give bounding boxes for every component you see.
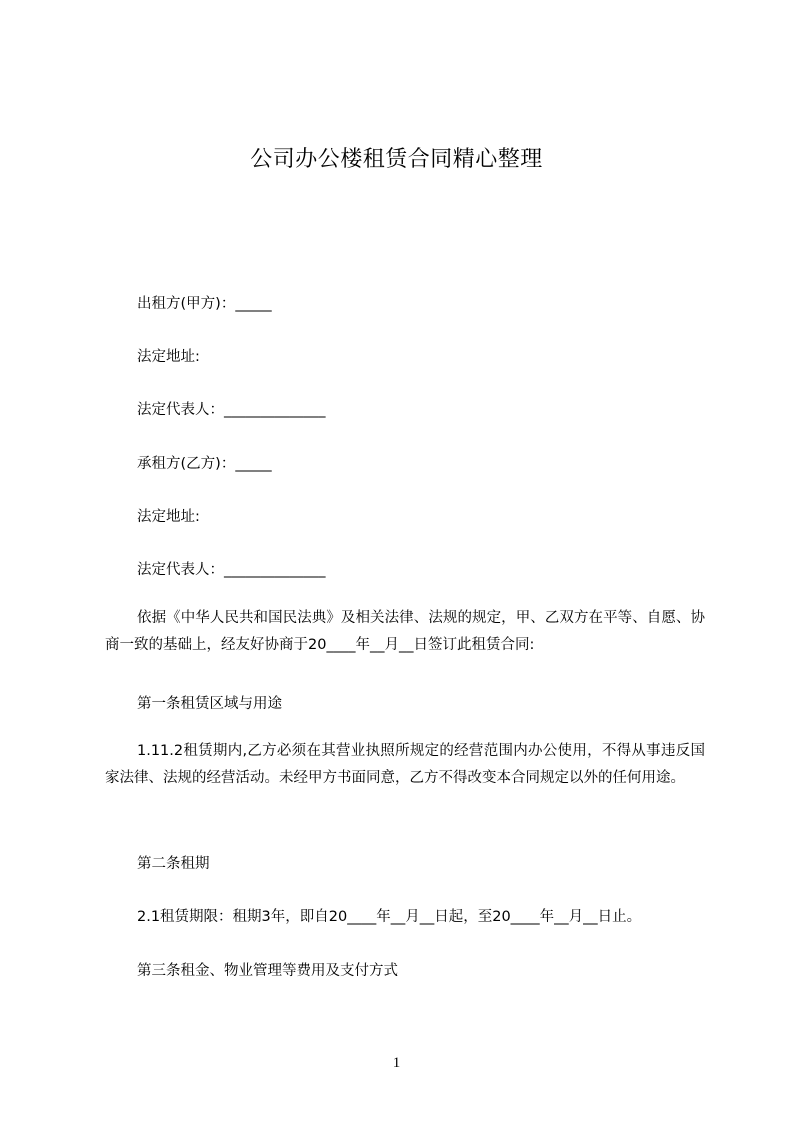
lessee-line: 承租方(乙方)：_____ (137, 456, 272, 472)
lessor-representative-line: 法定代表人：______________ (137, 402, 326, 418)
article-2-heading: 第二条租期 (137, 856, 210, 872)
page-number: 1 (392, 1055, 401, 1071)
lessor-address-line: 法定地址: (137, 349, 200, 365)
lessee-address-line: 法定地址: (137, 509, 200, 525)
lessee-representative-line: 法定代表人：______________ (137, 562, 326, 578)
preamble-paragraph: 依据《中华人民共和国民法典》及相关法律、法规的规定，甲、乙双方在平等、自愿、协商一致的基础上，经友好协商于20____年__月__日签订此租赁合同: (105, 610, 705, 653)
article-1-heading: 第一条租赁区域与用途 (137, 696, 282, 712)
article-3-heading: 第三条租金、物业管理等费用及支付方式 (137, 963, 398, 979)
article-1-paragraph: 1.11.2租赁期内,乙方必须在其营业执照所规定的经营范围内办公使用，不得从事违反国家法律、法规的经营活动。未经甲方书面同意，乙方不得改变本合同规定以外的任何用途。 (105, 743, 705, 786)
document-title: 公司办公楼租赁合同精心整理 (250, 147, 543, 172)
article-2-paragraph: 2.1租赁期限：租期3年，即自20____年__月__日起，至20____年__月__日止。 (137, 909, 642, 925)
lessor-line: 出租方(甲方)：_____ (137, 296, 272, 312)
